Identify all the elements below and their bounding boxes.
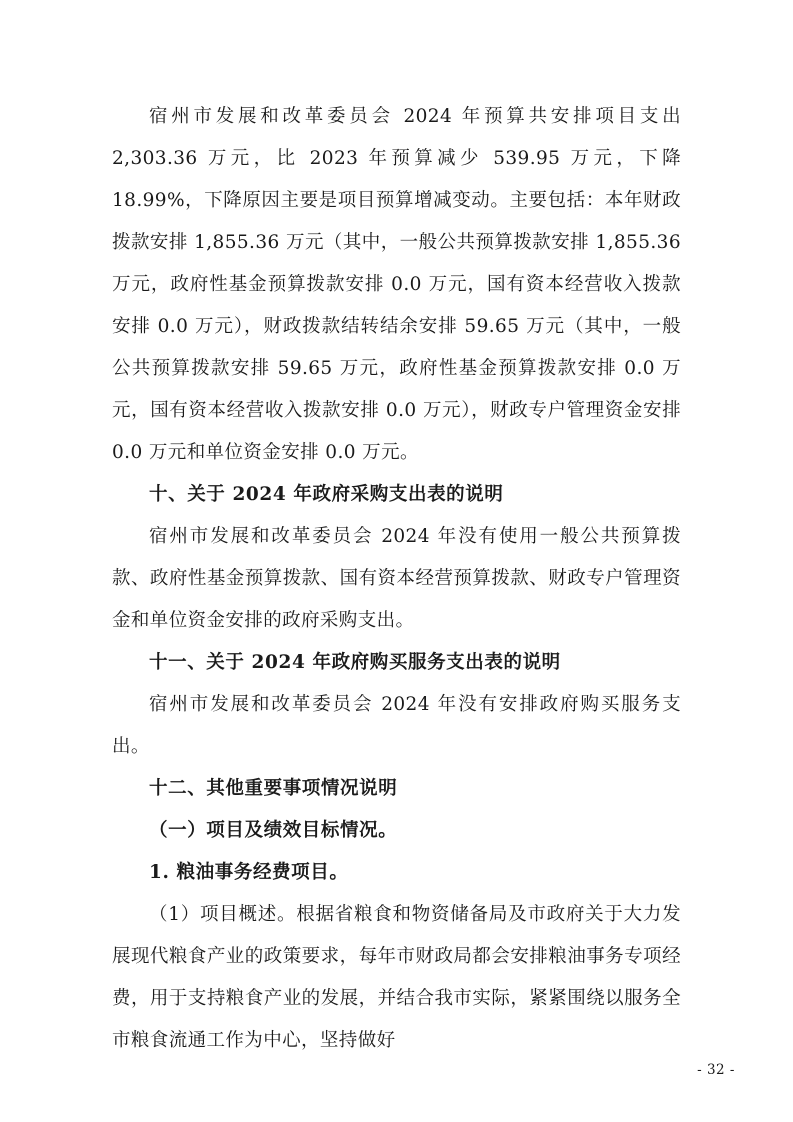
page-number: - 32 -	[697, 1062, 735, 1078]
subheading-item-one-one: 1. 粮油事务经费项目。	[149, 862, 349, 883]
paragraph-section-eleven-body: 宿州市发展和改革委员会 2024 年没有安排政府购买服务支出。	[112, 694, 681, 757]
heading-section-eleven: 十一、关于 2024 年政府购买服务支出表的说明	[149, 652, 561, 673]
heading-section-ten: 十、关于 2024 年政府采购支出表的说明	[149, 484, 504, 505]
heading-section-twelve: 十二、其他重要事项情况说明	[149, 778, 398, 799]
paragraph-project-overview: （1）项目概述。根据省粮食和物资储备局及市政府关于大力发展现代粮食产业的政策要求，每年市财政局都会安排粮油事务专项经费，用于支持粮食产业的发展，并结合我市实际，紧紧围绕以服务全市粮食流通工作为中心，坚持做好	[112, 904, 681, 1051]
paragraph-section-ten-body: 宿州市发展和改革委员会 2024 年没有使用一般公共预算拨款、政府性基金预算拨款、国有资本经营预算拨款、财政专户管理资金和单位资金安排的政府采购支出。	[112, 526, 681, 631]
paragraph-project-expenditure: 宿州市发展和改革委员会 2024 年预算共安排项目支出 2,303.36 万元，比 2023 年预算减少 539.95 万元，下降 18.99%，下降原因主要是项目预算增减变动。主要包括：本年财政拨款安排 1,855.36 万元（其中，一般公共预算拨款安排 1,855.36 万元，政府性基金预算拨款安排 0.0 万元，国有资本经营收入拨款安排 0.0 万元），财政拨款结转结余安排 59.65 万元（其中，一般公共预算拨款安排 59.65 万元，政府性基金预算拨款安排 0.0 万元，国有资本经营收入拨款安排 0.0 万元），财政专户管理资金安排 0.0 万元和单位资金安排 0.0 万元。	[112, 106, 681, 463]
subheading-item-one: （一）项目及绩效目标情况。	[149, 820, 398, 841]
document-body	[112, 96, 681, 1062]
